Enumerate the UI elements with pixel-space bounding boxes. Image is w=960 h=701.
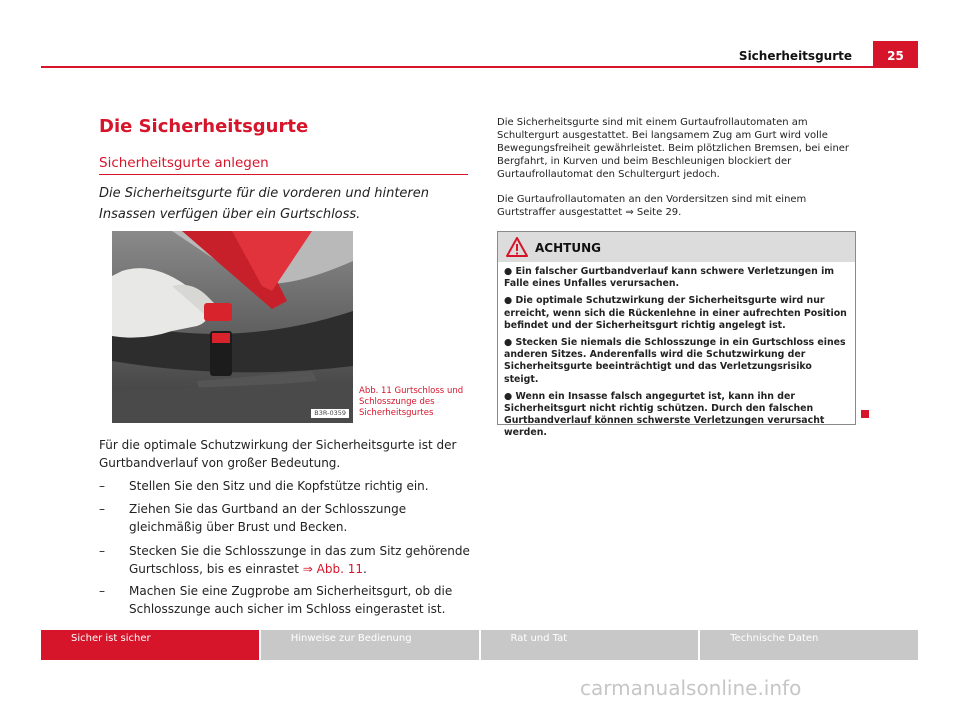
step-dash: – — [99, 544, 105, 558]
warning-item-text: Die optimale Schutzwirkung der Sicherheitsgurte wird nur erreicht, wenn sich die Rückenlehne in einer aufrechten Position befindet und der Sicherheitsgurt richtig angelegt ist. — [504, 295, 847, 331]
warning-item — [504, 295, 849, 332]
lead-paragraph: Die Sicherheitsgurte für die vorderen und hinteren Insassen verfügen über ein Gurtschloss. — [99, 186, 430, 222]
warning-item — [504, 337, 849, 386]
tab-hinweise-zur-bedienung[interactable]: Hinweise zur Bedienung — [259, 630, 479, 660]
step-text-wrapper — [129, 542, 471, 578]
seatbelt-buckle-photo — [112, 231, 353, 423]
chapter-heading: Die Sicherheitsgurte — [99, 116, 309, 137]
watermark: carmanualsonline.info — [580, 676, 802, 700]
step-text: Ziehen Sie das Gurtband an der Schlosszunge gleichmäßig über Brust und Becken. — [129, 502, 407, 534]
step-text: Stecken Sie die Schlosszunge in das zum Sitz gehörende Gurtschloss, bis es einrastet — [129, 544, 470, 576]
warning-item — [504, 266, 849, 290]
warning-box — [497, 231, 856, 439]
figure-reference-link[interactable]: ⇒ Abb. 11 — [302, 562, 363, 576]
chapter-nav — [41, 630, 918, 660]
tab-sicher-ist-sicher[interactable]: Sicher ist sicher — [41, 630, 259, 660]
warning-item-text: Wenn ein Insasse falsch angegurtet ist, kann ihn der Sicherheitsgurt nicht richtig schützen. Durch den falschen Gurtbandverlauf können schwerste Verletzungen verursacht werden. — [504, 390, 825, 439]
figure-code: B3R-0359 — [311, 409, 349, 418]
instruction-step — [99, 500, 471, 536]
step-dash: – — [99, 502, 105, 516]
step-dash: – — [99, 479, 105, 493]
bullet: ● — [504, 390, 513, 402]
step-text: Machen Sie eine Zugprobe am Sicherheitsgurt, ob die Schlosszunge auch sicher im Schloss eingerastet ist. — [129, 584, 453, 616]
step-text: Stellen Sie den Sitz und die Kopfstütze richtig ein. — [129, 479, 429, 493]
warning-item-text: Ein falscher Gurtbandverlauf kann schwere Verletzungen im Falle eines Unfalles verursachen. — [504, 266, 835, 290]
page-number: 25 — [873, 41, 918, 68]
step-dash: – — [99, 584, 105, 598]
section-end-marker — [861, 410, 869, 418]
right-paragraph: Die Gurtaufrollautomaten an den Vordersitzen sind mit einem Gurtstraffer ausgestattet ⇒ Seite 29. — [497, 194, 807, 218]
warning-item-text: Stecken Sie niemals die Schlosszunge in ein Gurtschloss eines anderen Sitzes. Anderenfalls wird die Schutzwirkung der Sicherheitsgurte beeinträchtigt und das Verletzungsrisiko steigt. — [504, 337, 846, 385]
bullet: ● — [504, 295, 513, 307]
seatbelt-illustration — [112, 231, 353, 423]
warning-triangle-icon — [506, 237, 528, 257]
section-heading-rule — [99, 174, 468, 175]
tab-technische-daten[interactable]: Technische Daten — [698, 630, 918, 660]
figure-caption: Abb. 11 Gurtschloss und Schlosszunge des Sicherheitsgurtes — [359, 386, 464, 418]
intro-paragraph: Für die optimale Schutzwirkung der Sicherheitsgurte ist der Gurtbandverlauf von großer Bedeutung. — [99, 438, 457, 470]
section-heading: Sicherheitsgurte anlegen — [99, 155, 269, 171]
instruction-step — [99, 477, 471, 495]
warning-item — [504, 391, 849, 440]
right-paragraph: Die Sicherheitsgurte sind mit einem Gurtaufrollautomaten am Schultergurt ausgestattet. Bei langsamem Zug am Gurt wird volle Bewegungsfreiheit gewährleistet. Beim plötzlichen Bremsen, bei einer Bergfahrt, in Kurven und beim Beschleunigen blockiert der Gurtaufrollautomat den Schultergurt jedoch. — [497, 117, 850, 180]
running-header-title: Sicherheitsgurte — [738, 49, 852, 63]
warning-header — [498, 232, 855, 262]
instruction-step — [99, 582, 471, 618]
bullet: ● — [504, 337, 513, 349]
tab-rat-und-tat[interactable]: Rat und Tat — [479, 630, 699, 660]
header-rule — [41, 66, 918, 68]
warning-title: ACHTUNG — [535, 241, 601, 255]
step-text-end: . — [362, 562, 367, 576]
instruction-step — [99, 542, 471, 578]
bullet: ● — [504, 266, 513, 277]
warning-list — [504, 266, 849, 445]
